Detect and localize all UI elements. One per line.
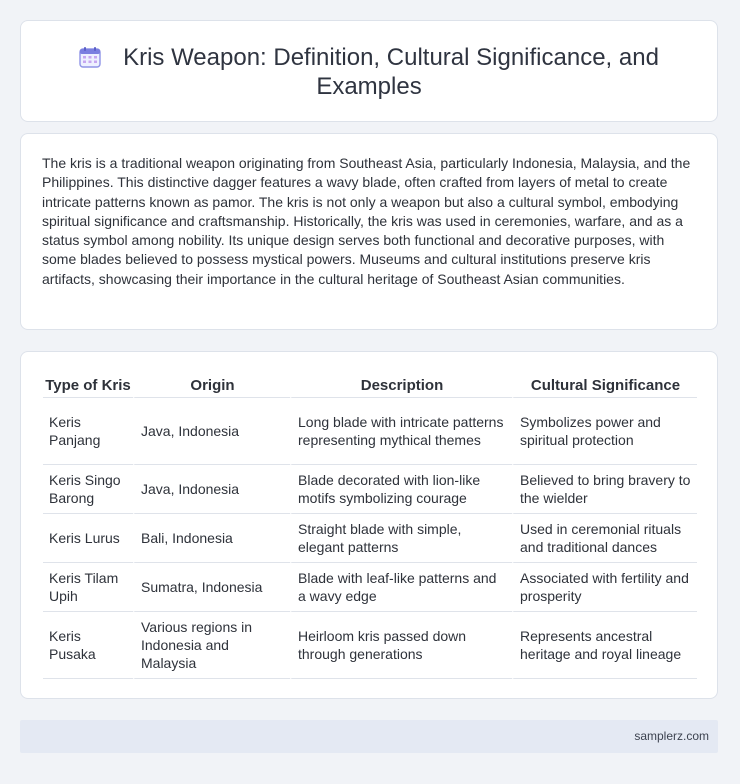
intro-card xyxy=(20,133,718,330)
kris-types-table xyxy=(43,372,697,679)
cell-origin: Bali, Indonesia xyxy=(133,514,290,563)
table-card xyxy=(20,351,718,699)
cell-significance: Believed to bring bravery to the wielder xyxy=(512,465,697,514)
header-significance: Cultural Significance xyxy=(512,372,697,398)
table-row xyxy=(43,398,697,465)
header-origin: Origin xyxy=(133,372,290,398)
cell-description: Straight blade with simple, elegant patterns xyxy=(290,514,512,563)
table-header-row xyxy=(43,372,697,398)
cell-significance: Used in ceremonial rituals and traditional dances xyxy=(512,514,697,563)
cell-description: Long blade with intricate patterns representing mythical themes xyxy=(290,398,512,465)
table-row xyxy=(43,465,697,514)
cell-origin: Various regions in Indonesia and Malaysia xyxy=(133,612,290,679)
table-row xyxy=(43,612,697,679)
cell-type: Keris Tilam Upih xyxy=(43,563,133,612)
cell-description: Blade with leaf-like patterns and a wavy edge xyxy=(290,563,512,612)
table-row xyxy=(43,514,697,563)
cell-description: Heirloom kris passed down through generations xyxy=(290,612,512,679)
cell-significance: Associated with fertility and prosperity xyxy=(512,563,697,612)
header-description: Description xyxy=(290,372,512,398)
page-title: Kris Weapon: Definition, Cultural Significance, and Examples xyxy=(123,44,659,100)
cell-significance: Represents ancestral heritage and royal lineage xyxy=(512,612,697,679)
title-card xyxy=(20,20,718,122)
cell-origin: Java, Indonesia xyxy=(133,465,290,514)
cell-description: Blade decorated with lion-like motifs symbolizing courage xyxy=(290,465,512,514)
cell-type: Keris Lurus xyxy=(43,514,133,563)
cell-type: Keris Panjang xyxy=(43,398,133,465)
intro-paragraph: The kris is a traditional weapon originating from Southeast Asia, particularly Indonesia, Malaysia, and the Philippines. This distinctive dagger features a wavy blade, often crafted from layers of metal to create intricate patterns known as pamor. The kris is not only a weapon but also a cultural symbol, embodying spiritual significance and craftsmanship. Historically, the kris was used in ceremonies, warfare, and as a status symbol among nobility. Its unique design serves both functional and decorative purposes, with some blades believed to possess mystical powers. Museums and cultural institutions preserve kris artifacts, showcasing their importance in the cultural heritage of Southeast Asian communities. xyxy=(42,155,691,287)
cell-type: Keris Singo Barong xyxy=(43,465,133,514)
footer xyxy=(20,720,718,753)
cell-type: Keris Pusaka xyxy=(43,612,133,679)
cell-origin: Java, Indonesia xyxy=(133,398,290,465)
header-type: Type of Kris xyxy=(43,372,133,398)
calendar-icon xyxy=(79,46,101,68)
cell-origin: Sumatra, Indonesia xyxy=(133,563,290,612)
page-title-container xyxy=(21,43,717,101)
footer-site-link[interactable]: samplerz.com xyxy=(634,729,709,743)
cell-significance: Symbolizes power and spiritual protection xyxy=(512,398,697,465)
table-row xyxy=(43,563,697,612)
